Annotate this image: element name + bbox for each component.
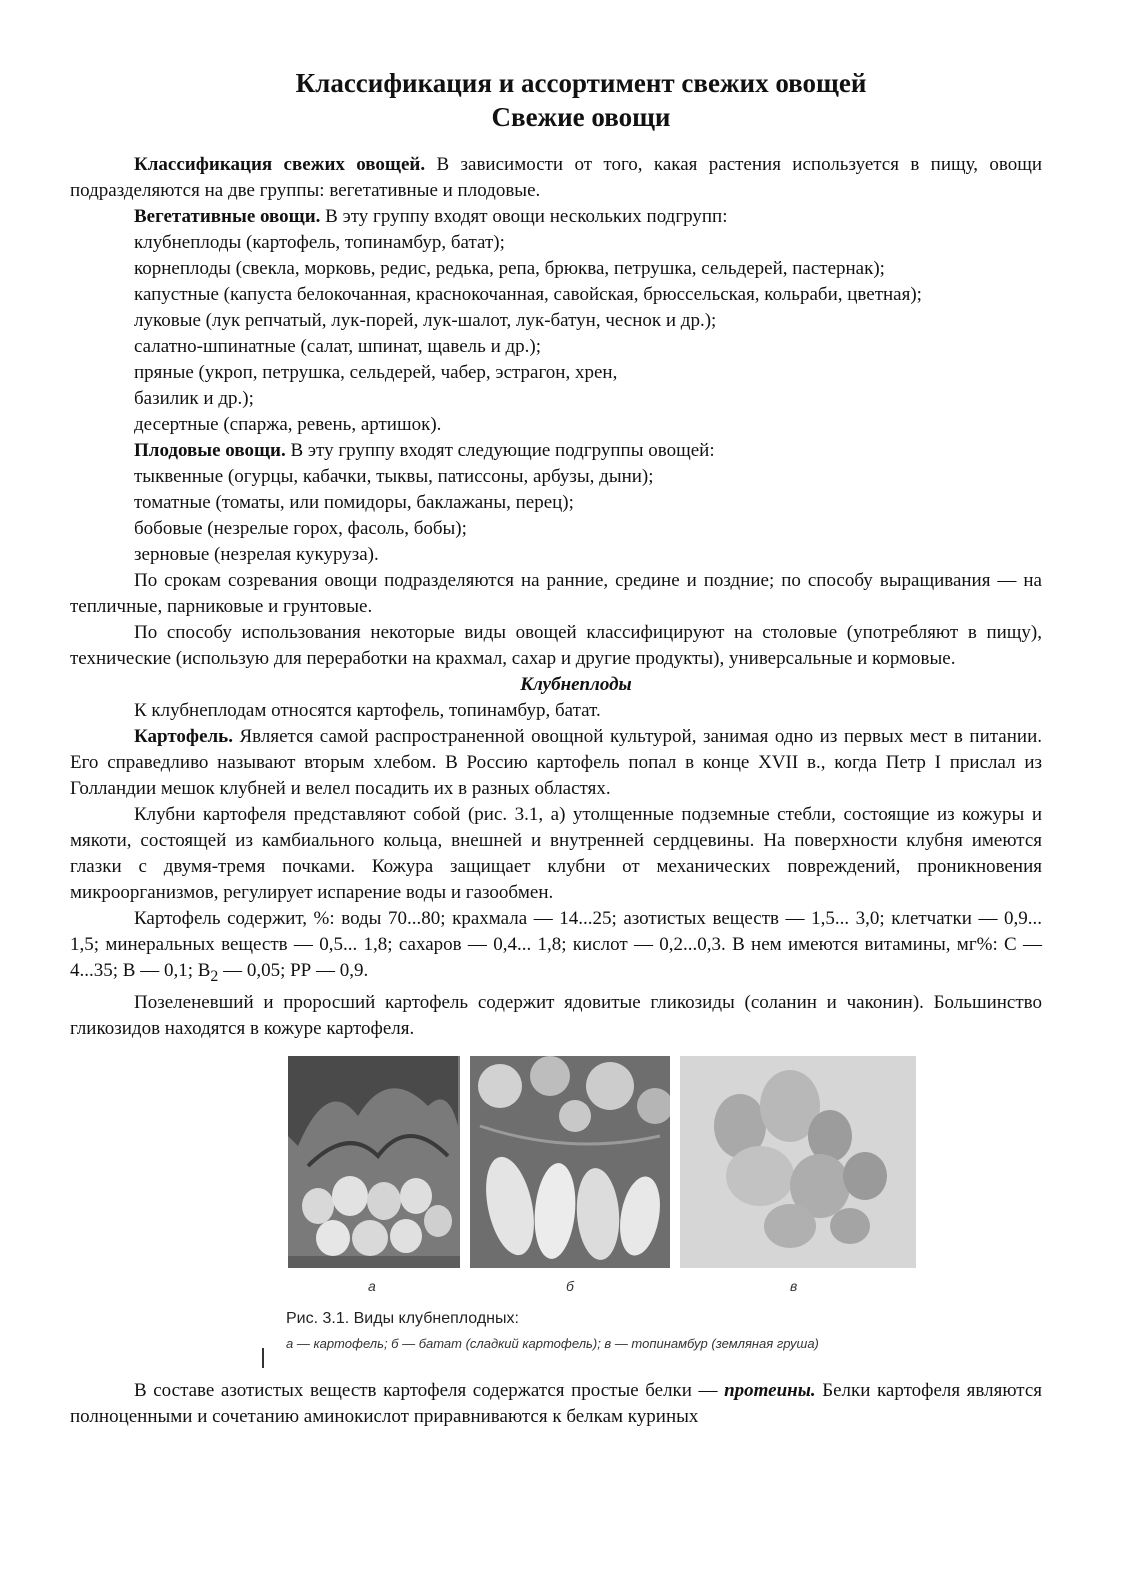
vegetative-text: В эту группу входят овощи нескольких подгрупп: <box>320 206 728 227</box>
list-item: луковые (лук репчатый, лук-порей, лук-шалот, лук-батун, чеснок и др.); <box>134 310 717 331</box>
proteins-paragraph <box>70 1378 1042 1430</box>
classification-paragraph <box>70 152 1042 204</box>
list-item: базилик и др.); <box>134 388 254 409</box>
composition-paragraph <box>70 906 1042 990</box>
proteins-term: протеины. <box>724 1379 816 1401</box>
composition-text-end: — 0,05; РР — 0,9. <box>218 960 369 981</box>
subscript: 2 <box>210 967 219 985</box>
page-title: Классификация и ассортимент свежих овощей <box>295 68 867 98</box>
classification-text: В зависимости от того, какая растения используется в пищу, овощи подразделяются на две группы: вегетативные и плодовые. <box>70 154 1043 201</box>
text-cursor-mark <box>262 1348 264 1368</box>
proteins-text: В составе азотистых веществ картофеля содержатся простые белки — <box>134 1379 725 1401</box>
list-item: томатные (томаты, или помидоры, баклажаны, перец); <box>134 492 574 513</box>
list-item: бобовые (незрелые горох, фасоль, бобы); <box>134 518 467 539</box>
list-item: салатно-шпинатные (салат, шпинат, щавель и др.); <box>134 336 542 357</box>
potato-photo <box>288 1056 460 1268</box>
green-potato-paragraph: Позеленевший и проросший картофель содержит ядовитые гликозиды (соланин и чаконин). Большинство гликозидов находятся в кожуре картофеля. <box>70 991 1042 1039</box>
composition-text: Картофель содержит, %: воды 70...80; крахмала — 14...25; азотистых веществ — 1,5... 3,0; клетчатки — 0,9... 1,5; минеральных веществ — 0,5... 1,8; сахаров — 0,4... 1,8; кислот — 0,2...0,3. В нем имеются витамины, мг%: С — 4...35; В — 0,1; В <box>70 908 1042 981</box>
usage-paragraph: По способу использования некоторые виды овощей классифицируют на столовые (употребляют в пищу), технические (использую для переработки на крахмал, сахар и другие продукты), универсальные и кормовые. <box>70 622 1042 669</box>
figure-caption-legend: а — картофель; б — батат (сладкий картофель); в — топинамбур (земляная груша) <box>286 1335 819 1351</box>
list-item: пряные (укроп, петрушка, сельдерей, чабер, эстрагон, хрен, <box>134 362 618 383</box>
page-subtitle: Свежие овощи <box>491 102 671 132</box>
fruit-term: Плодовые овощи. <box>134 440 286 461</box>
list-item: корнеплоды (свекла, морковь, редис, редька, репа, брюква, петрушка, сельдерей, пастернак); <box>134 258 885 279</box>
jerusalem-artichoke-photo <box>680 1056 916 1268</box>
figure-caption-title: Рис. 3.1. Виды клубнеплодных: <box>286 1309 519 1327</box>
potato-text: Является самой распространенной овощной культурой, занимая одно из первых мест в питании. Его справедливо называют вторым хлебом. В Россию картофель попал в конце XVII в., когда Петр I прислал из Голландии мешок клубней и велел посадить их в разных областях. <box>70 726 1042 799</box>
figure-label-a: а <box>368 1277 376 1294</box>
list-item: зерновые (незрелая кукуруза). <box>134 544 379 565</box>
classification-term: Классификация свежих овощей. <box>134 154 426 175</box>
tubers-paragraph: К клубнеплодам относятся картофель, топинамбур, батат. <box>134 700 601 721</box>
section-heading: Клубнеплоды <box>520 674 632 695</box>
figure-label-b: б <box>566 1277 574 1294</box>
potato-term: Картофель. <box>134 726 233 747</box>
fruit-paragraph <box>70 438 1042 464</box>
ripening-paragraph: По срокам созревания овощи подразделяются на ранние, средине и поздние; по способу выращивания — на тепличные, парниковые и грунтовые. <box>70 570 1042 617</box>
proteins-text-end: Белки картофеля являются полноценными и сочетанию аминокислот приравниваются к белкам куриных <box>70 1379 1043 1427</box>
fruit-text: В эту группу входят следующие подгруппы овощей: <box>285 440 715 461</box>
figure-3-1 <box>288 1056 916 1356</box>
list-item: капустные (капуста белокочанная, краснокочанная, савойская, брюссельская, кольраби, цветная); <box>134 284 922 305</box>
vegetative-paragraph <box>70 204 1042 230</box>
list-item: клубнеплоды (картофель, топинамбур, батат); <box>134 232 505 253</box>
figure-label-c: в <box>790 1277 798 1294</box>
potato-paragraph <box>70 724 1042 802</box>
structure-paragraph: Клубни картофеля представляют собой (рис. 3.1, а) утолщенные подземные стебли, состоящие из кожуры и мякоти, состоящей из камбиального кольца, внешней и внутренней сердцевины. На поверхности клубня имеются глазки с двумя-тремя почками. Кожура защищает клубни от механических повреждений, проникновения микроорганизмов, регулирует испарение воды и газообмен. <box>70 804 1042 903</box>
vegetative-term: Вегетативные овощи. <box>134 206 321 227</box>
list-item: тыквенные (огурцы, кабачки, тыквы, патиссоны, арбузы, дыни); <box>134 466 654 487</box>
list-item: десертные (спаржа, ревень, артишок). <box>134 414 442 435</box>
sweet-potato-photo <box>470 1056 670 1268</box>
